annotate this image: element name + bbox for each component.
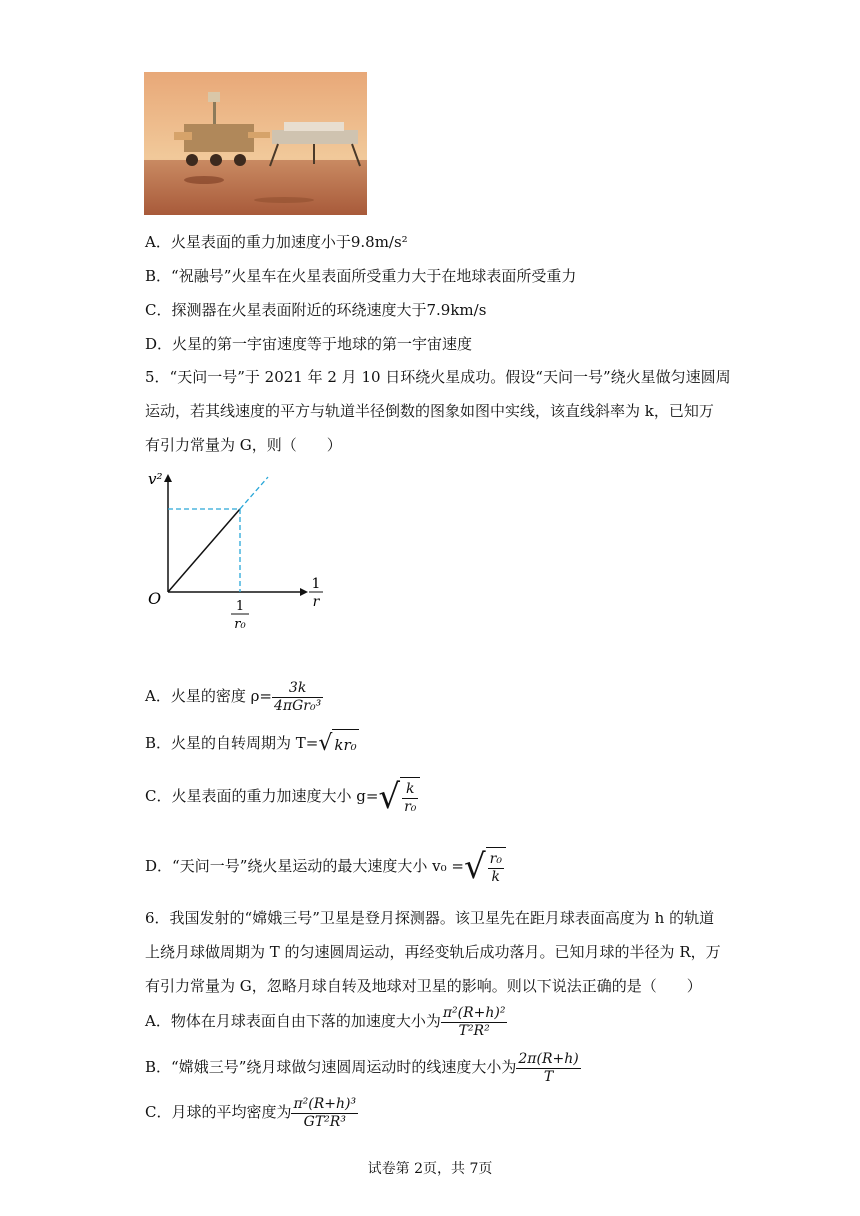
q5-option-a: A．火星的密度 ρ= $\frac{3k}{\text{4πGr₀³}}$ bbox=[145, 679, 322, 714]
q5-graph bbox=[140, 460, 340, 640]
y-label: v² bbox=[148, 470, 163, 488]
q6-option-b: B．“嫦娥三号”绕月球做匀速圆周运动时的线速度大小为 $\frac{2\pi(R+h)}{T}$ bbox=[145, 1050, 579, 1085]
dashed-extension bbox=[240, 477, 268, 509]
q5-option-c: C．火星表面的重力加速度大小 g=√ $\frac{k}{\text{r₀}}$ bbox=[145, 776, 420, 818]
q4-option-d: D．火星的第一宇宙速度等于地球的第一宇宙速度 bbox=[145, 335, 473, 353]
tick-den: r₀ bbox=[234, 617, 246, 632]
x-label-den: r bbox=[312, 594, 320, 610]
q6-option-c: C．月球的平均密度为 $\frac{\text{π²(R+h)³}}{\text{GT²R³}}$ bbox=[145, 1095, 357, 1130]
q4-option-c: C．探测器在火星表面附近的环绕速度大于7.9km/s bbox=[145, 301, 487, 319]
q5-option-d: D．“天问一号”绕火星运动的最大速度大小 v₀ =√ $\frac{\text{r₀}}{k}$ bbox=[145, 846, 506, 888]
origin-label: O bbox=[148, 589, 162, 608]
x-label-num: 1 bbox=[311, 576, 321, 592]
mars-rover-photo bbox=[144, 72, 367, 215]
page-footer: 试卷第 2页，共 7页 bbox=[367, 1161, 493, 1177]
q6-stem-line3: 有引力常量为 G，忽略月球自转及地球对卫星的影响。则以下说法正确的是（ ） bbox=[145, 977, 702, 995]
y-axis-arrow-icon bbox=[164, 474, 172, 482]
q4-option-b: B．“祝融号”火星车在火星表面所受重力大于在地球表面所受重力 bbox=[145, 267, 577, 285]
q5-stem-line1: 5．“天问一号”于 2021 年 2 月 10 日环绕火星成功。假设“天问一号”绕火星做匀速圆周 bbox=[145, 368, 731, 386]
q6-stem-line2: 上绕月球做周期为 T 的匀速圆周运动，再经变轨后成功落月。已知月球的半径为 R，万 bbox=[145, 943, 721, 961]
q5-option-b: B．火星的自转周期为 T=√ kr₀ bbox=[145, 728, 359, 760]
q5-stem-line2: 运动，若其线速度的平方与轨道半径倒数的图象如图中实线，该直线斜率为 k，已知万 bbox=[145, 402, 714, 420]
q4-option-a: A．火星表面的重力加速度小于9.8m/s² bbox=[145, 233, 408, 251]
q6-option-a: A．物体在月球表面自由下落的加速度大小为 $\frac{\text{π²(R+h)²}}{\text{T²R²}}$ bbox=[145, 1004, 506, 1039]
tick-num: 1 bbox=[235, 599, 245, 614]
q6-stem-line1: 6．我国发射的“嫦娥三号”卫星是登月探测器。该卫星先在距月球表面高度为 h 的轨道 bbox=[145, 909, 715, 927]
solid-line bbox=[168, 509, 240, 592]
x-axis-arrow-icon bbox=[300, 588, 308, 596]
q5-stem-line3: 有引力常量为 G，则（ ） bbox=[145, 436, 342, 454]
